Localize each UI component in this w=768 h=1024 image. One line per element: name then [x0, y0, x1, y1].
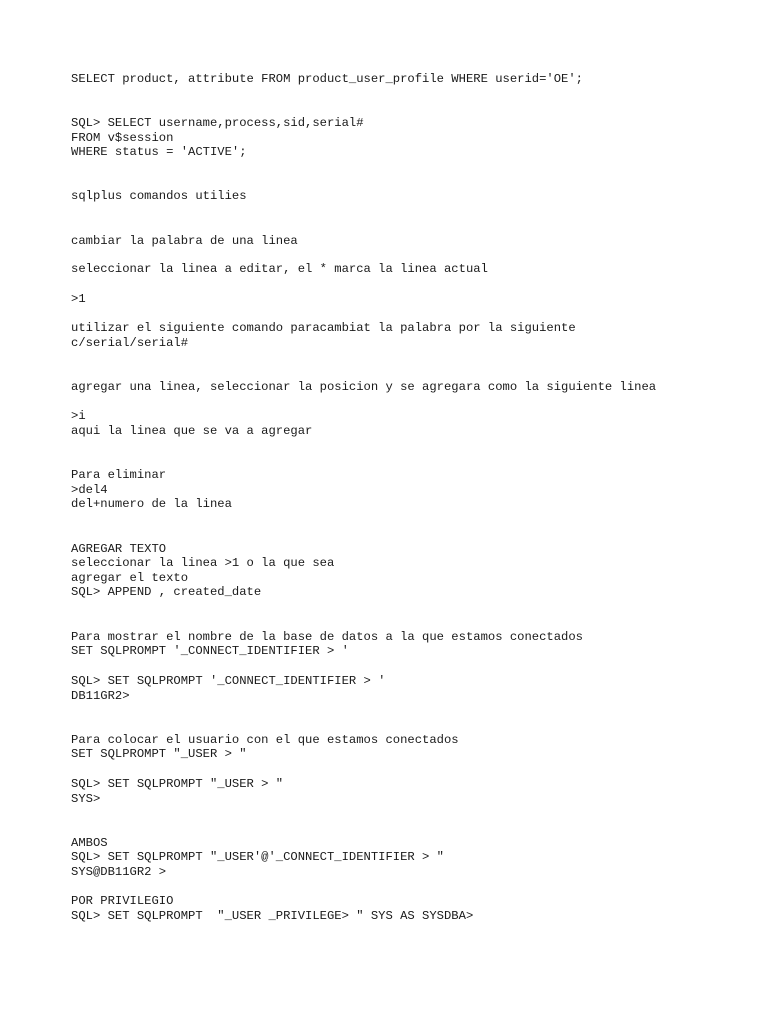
text-line: SQL> APPEND , created_date — [71, 585, 262, 599]
text-line: del+numero de la linea — [71, 497, 232, 511]
text-line: SYS> — [71, 792, 101, 806]
text-line: SQL> SET SQLPROMPT "_USER > " — [71, 777, 284, 791]
text-line: SQL> SET SQLPROMPT '_CONNECT_IDENTIFIER > ' — [71, 674, 386, 688]
text-line: utilizar el siguiente comando paracambiat la palabra por la siguiente — [71, 321, 576, 335]
text-line: cambiar la palabra de una linea — [71, 234, 298, 248]
text-line: SQL> SELECT username,process,sid,serial# — [71, 116, 364, 130]
text-line: SYS@DB11GR2 > — [71, 865, 167, 879]
text-line: DB11GR2> — [71, 689, 130, 703]
text-line: AMBOS — [71, 836, 108, 850]
text-line: >del4 — [71, 483, 108, 497]
text-line: aqui la linea que se va a agregar — [71, 424, 313, 438]
text-line: Para eliminar — [71, 468, 167, 482]
text-line: >i — [71, 409, 86, 423]
text-line: agregar una linea, seleccionar la posicion y se agregara como la siguiente linea — [71, 380, 657, 394]
text-line: SELECT product, attribute FROM product_user_profile WHERE userid='OE'; — [71, 72, 583, 86]
text-line: SET SQLPROMPT "_USER > " — [71, 747, 247, 761]
text-line: FROM v$session — [71, 131, 174, 145]
text-line: AGREGAR TEXTO — [71, 542, 167, 556]
text-line: Para colocar el usuario con el que estamos conectados — [71, 733, 459, 747]
text-line: SET SQLPROMPT '_CONNECT_IDENTIFIER > ' — [71, 644, 349, 658]
text-line: Para mostrar el nombre de la base de datos a la que estamos conectados — [71, 630, 583, 644]
text-line: WHERE status = 'ACTIVE'; — [71, 145, 247, 159]
text-line: POR PRIVILEGIO — [71, 894, 174, 908]
text-line: seleccionar la linea >1 o la que sea — [71, 556, 335, 570]
text-line: >1 — [71, 292, 86, 306]
text-line: SQL> SET SQLPROMPT "_USER'@'_CONNECT_IDENTIFIER > " — [71, 850, 444, 864]
text-line: SQL> SET SQLPROMPT "_USER _PRIVILEGE> " SYS AS SYSDBA> — [71, 909, 474, 923]
text-line: agregar el texto — [71, 571, 189, 585]
text-line: sqlplus comandos utilies — [71, 189, 247, 203]
text-line: seleccionar la linea a editar, el * marca la linea actual — [71, 262, 488, 276]
text-line: c/serial/serial# — [71, 336, 189, 350]
